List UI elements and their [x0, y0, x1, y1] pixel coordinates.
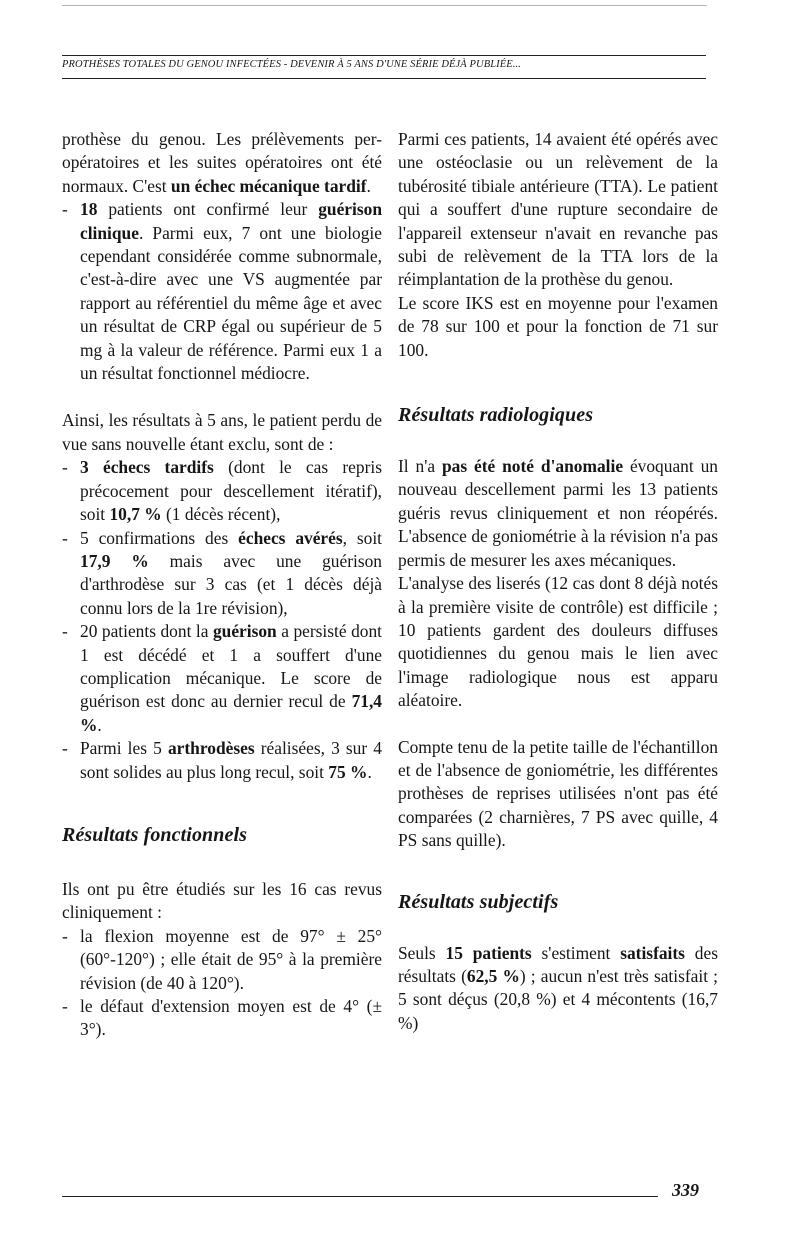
- right-column: [398, 128, 718, 1035]
- header-rule-top: [62, 55, 706, 56]
- results-list: [62, 456, 382, 784]
- dash-marker: -: [62, 738, 68, 759]
- heading-resultats-radiologiques: Résultats radiologiques: [398, 404, 594, 427]
- left-paragraph-1: prothèse du genou. Les prélèvements per-opératoires et les suites opératoires ont été normaux. C'est un échec mécanique tardif.: [62, 129, 382, 196]
- right-paragraph-3: Il n'a pas été noté d'anomalie évoquant un nouveau descellement parmi les 13 patients guéris revus cliniquement et non réopérés. L'absence de goniométrie à la révision n'a pas permis de mesurer les axes mécaniques.: [398, 456, 718, 570]
- right-paragraph-4: L'analyse des liserés (12 cas dont 8 déjà notés à la première visite de contrôle) est difficile ; 10 patients gardent des douleurs diffuses quotidiennes du genou mais le lien avec l'image radiologique nous est apparu aléatoire.: [398, 573, 718, 711]
- right-paragraph-5: Compte tenu de la petite taille de l'échantillon et de l'absence de goniométrie, les différentes prothèses de reprises utilisées n'ont pas été comparées (2 charnières, 7 PS avec quille, 4 PS sans quille).: [398, 736, 718, 851]
- list-item: - le défaut d'extension moyen est de 4° (± 3°).: [62, 996, 382, 1040]
- footer-rule: [62, 1196, 658, 1197]
- dash-marker: -: [62, 925, 68, 946]
- list-item: - 18 patients ont confirmé leur guérison clinique. Parmi eux, 7 ont une biologie cependant considérée comme subnormale, c'est-à-dire avec une VS augmentée par rapport au référentiel du même âge et avec un résultat de CRP égal ou supérieur de 5 mg à la valeur de référence. Parmi eux 1 a un résultat fonctionnel médiocre.: [62, 199, 382, 384]
- right-paragraph-1: Parmi ces patients, 14 avaient été opérés avec une ostéoclasie ou un relèvement de la tubérosité tibiale antérieure (TTA). Le patient qui a souffert d'une rupture secondaire de l'appareil extenseur n'avait en revanche pas subi de relèvement de la TTA lors de la réimplantation de la prothèse du genou.: [398, 129, 718, 290]
- guerison-list: [62, 198, 382, 385]
- running-head: PROTHÈSES TOTALES DU GENOU INFECTÉES - DEVENIR À 5 ANS D'UNE SÉRIE DÉJÀ PUBLIÉE...: [62, 59, 521, 70]
- left-paragraph-2: Ainsi, les résultats à 5 ans, le patient perdu de vue sans nouvelle étant exclu, sont de :: [62, 410, 382, 454]
- dash-marker: -: [62, 621, 68, 642]
- left-paragraph-3: Ils ont pu être étudiés sur les 16 cas revus cliniquement :: [62, 878, 382, 923]
- list-item: - la flexion moyenne est de 97° ± 25° (60°-120°) ; elle était de 95° à la première révision (de 40 à 120°).: [62, 925, 382, 993]
- right-paragraph-6: Seuls 15 patients s'estiment satisfaits des résultats (62,5 %) ; aucun n'est très satisfait ; 5 sont déçus (20,8 %) et 4 mécontents (16,7 %): [398, 942, 719, 1033]
- heading-resultats-subjectifs: Résultats subjectifs: [398, 890, 559, 913]
- heading-resultats-fonctionnels: Résultats fonctionnels: [62, 823, 248, 846]
- dash-marker: -: [62, 457, 68, 478]
- dash-marker: -: [62, 199, 68, 220]
- left-column: [62, 128, 382, 1042]
- list-item: - Parmi les 5 arthrodèses réalisées, 3 sur 4 sont solides au plus long recul, soit 75 %.: [62, 738, 382, 782]
- list-item: - 5 confirmations des échecs avérés, soit 17,9 % mais avec une guérison d'arthrodèse sur 3 cas (et 1 décès déjà connu lors de la 1re révision),: [62, 527, 382, 618]
- functional-list: [62, 925, 382, 1042]
- top-edge-line: [62, 5, 707, 6]
- right-paragraph-2: Le score IKS est en moyenne pour l'examen de 78 sur 100 et pour la fonction de 71 sur 100.: [398, 292, 718, 360]
- list-item: - 3 échecs tardifs (dont le cas repris précocement pour descellement itératif), soit 10,7 % (1 décès récent),: [62, 457, 382, 525]
- page-number: 339: [672, 1180, 699, 1200]
- dash-marker: -: [62, 996, 68, 1016]
- header-rule-bottom: [62, 78, 706, 79]
- dash-marker: -: [62, 527, 68, 548]
- list-item: - 20 patients dont la guérison a persisté dont 1 est décédé et 1 a souffert d'une complication mécanique. Le score de guérison est donc au dernier recul de 71,4 %.: [62, 621, 382, 735]
